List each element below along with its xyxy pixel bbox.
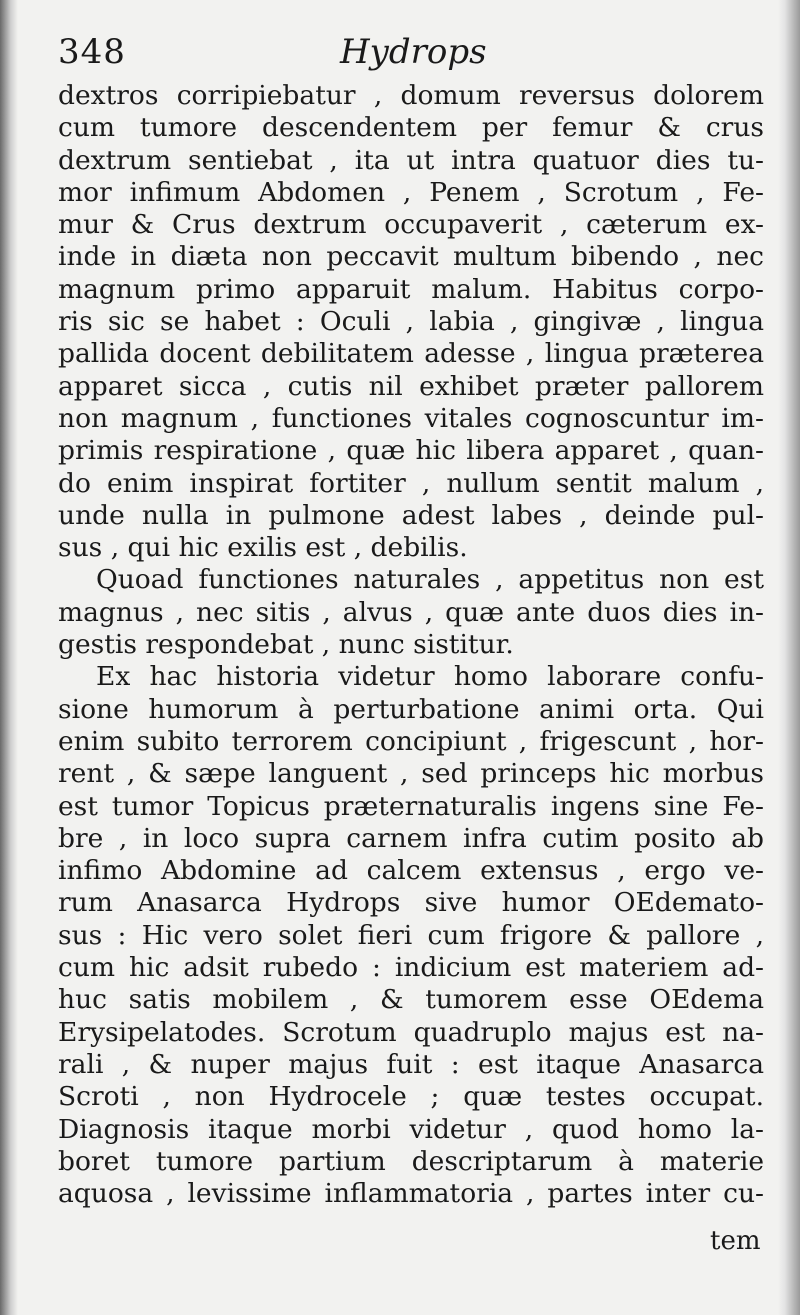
text-line: huc satis mobilem , & tumorem esse OEdema [58,984,764,1016]
text-line: magnum primo apparuit malum. Habitus corpo- [58,273,764,305]
paragraph-start-line: Quoad functiones naturales , appetitus non est [96,564,764,596]
page-edge-shadow-left [0,0,18,1315]
text-line: sus , qui hic exilis est , debilis. [58,532,468,564]
text-line: infimo Abdomine ad calcem extensus , ergo ve- [58,855,764,887]
text-line: magnus , nec sitis , alvus , quæ ante duos dies in- [58,596,764,628]
text-line: dextros corripiebatur , domum reversus dolorem [58,80,764,111]
text-line: dextrum sentiebat , ita ut intra quatuor dies tu- [58,144,764,176]
text-line: rent , & sæpe languent , sed princeps hic morbus [58,758,764,790]
text-line: mur & Crus dextrum occupaverit , cæterum ex- [58,209,764,241]
text-line: Erysipelatodes. Scrotum quadruplo majus est na- [58,1016,764,1048]
running-head: Hydrops [340,32,487,72]
text-line: sus : Hic vero solet fieri cum frigore & pallore , [58,919,764,951]
text-line: bre , in loco supra carnem infra cutim posito ab [58,822,764,854]
catchword: tem [710,1226,761,1256]
text-line: gestis respondebat , nunc sistitur. [58,629,514,661]
text-line: boret tumore partium descriptarum à materie [58,1145,764,1177]
text-line: cum hic adsit rubedo : indicium est materiem ad- [58,952,764,984]
text-line: unde nulla in pulmone adest labes , deinde pul- [58,499,764,531]
text-line: pallida docent debilitatem adesse , lingua præterea [58,338,764,370]
text-line: cum tumore descendentem per femur & crus [58,112,764,144]
text-line: inde in diæta non peccavit multum bibendo , nec [58,241,764,273]
text-line: primis respiratione , quæ hic libera apparet , quan- [58,435,764,467]
text-line: aquosa , levissime inflammatoria , partes inter cu- [58,1178,764,1210]
text-line: enim subito terrorem concipiunt , frigescunt , hor- [58,725,764,757]
text-line: rum Anasarca Hydrops sive humor OEdemato- [58,887,764,919]
text-line: non magnum , functiones vitales cognoscuntur im- [58,402,764,434]
paragraph-start-line: Ex hac historia videtur homo laborare confu- [96,661,764,693]
body-text [58,80,764,1210]
text-line: rali , & nuper majus fuit : est itaque Anasarca [58,1048,764,1080]
text-line: Scroti , non Hydrocele ; quæ testes occupat. [58,1081,764,1113]
page-edge-shadow-right [778,0,800,1315]
text-line: est tumor Topicus præternaturalis ingens sine Fe- [58,790,764,822]
page-number: 348 [58,32,126,72]
text-line: apparet sicca , cutis nil exhibet præter pallorem [58,370,764,402]
text-line: mor infimum Abdomen , Penem , Scrotum , Fe- [58,176,764,208]
text-line: sione humorum à perturbatione animi orta. Qui [58,693,764,725]
page-header [58,32,758,80]
text-line: Diagnosis itaque morbi videtur , quod homo la- [58,1113,764,1145]
text-line: ris sic se habet : Oculi , labia , gingivæ , lingua [58,306,764,338]
text-line: do enim inspirat fortiter , nullum sentit malum , [58,467,764,499]
